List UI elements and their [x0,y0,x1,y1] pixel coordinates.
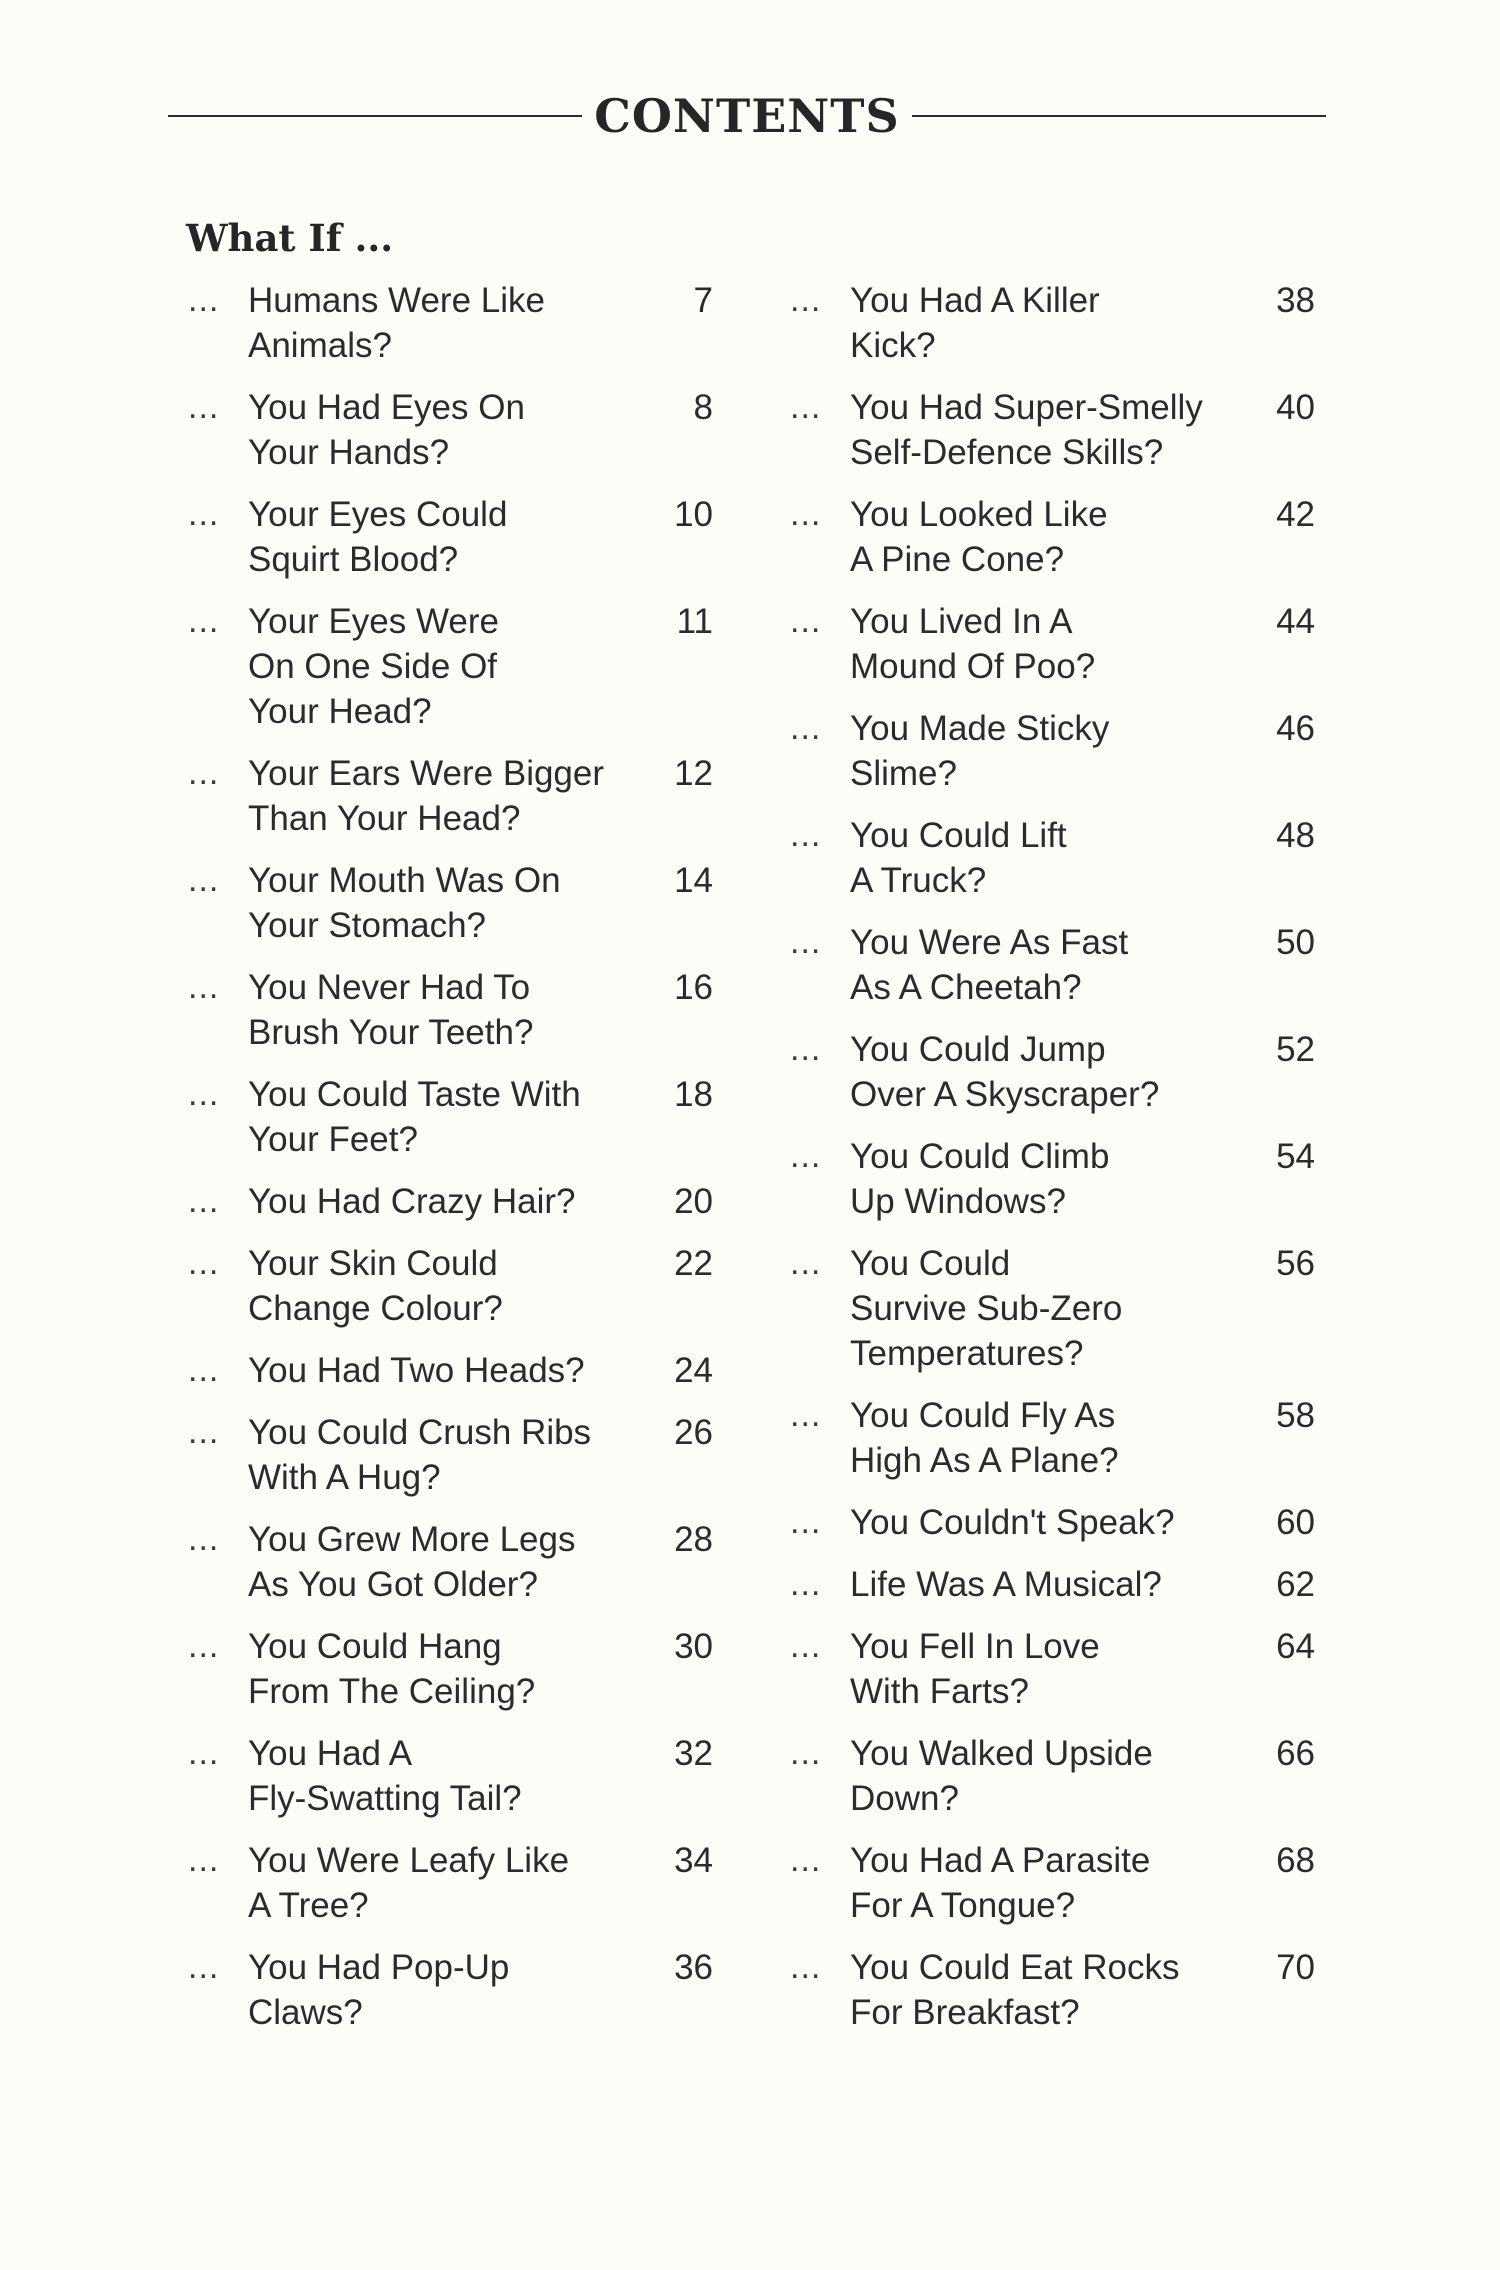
entry-title: You Could Climb Up Windows? [850,1137,1110,1221]
entry-title: Your Skin Could Change Colour? [248,1244,503,1328]
entry-ellipsis: ... [790,388,822,426]
entry-page-number: 14 [674,861,713,900]
entry-page-number: 58 [1276,1396,1315,1435]
entry-ellipsis: ... [790,1396,822,1434]
entry-title: You Had Super-Smelly Self-Defence Skills? [850,388,1203,472]
entry-ellipsis: ... [790,1734,822,1772]
entry-title: Your Eyes Could Squirt Blood? [248,495,508,579]
contents-entry[interactable] [188,599,748,734]
entry-title: You Made Sticky Slime? [850,709,1110,793]
contents-entry[interactable] [188,965,748,1055]
entry-ellipsis: ... [790,1948,822,1986]
entry-ellipsis: ... [188,968,220,1006]
entry-page-number: 8 [693,388,713,427]
entry-page-number: 10 [674,495,713,534]
entry-ellipsis: ... [790,709,822,747]
entry-title: You Had Eyes On Your Hands? [248,388,525,472]
entry-page-number: 18 [674,1075,713,1114]
entry-ellipsis: ... [790,816,822,854]
entry-page-number: 44 [1276,602,1315,641]
entry-page-number: 40 [1276,388,1315,427]
entry-title: You Had Two Heads? [248,1351,585,1390]
entry-page-number: 68 [1276,1841,1315,1880]
entry-ellipsis: ... [790,1503,822,1541]
contents-entry[interactable] [790,1241,1350,1376]
contents-entry[interactable] [790,1134,1350,1224]
entry-title: Your Eyes Were On One Side Of Your Head? [248,602,499,731]
contents-entry[interactable] [790,706,1350,796]
entry-page-number: 11 [676,602,713,641]
entry-ellipsis: ... [790,1244,822,1282]
contents-entry[interactable] [188,1517,748,1607]
entry-ellipsis: ... [188,1520,220,1558]
entry-ellipsis: ... [188,1734,220,1772]
contents-entry[interactable] [790,920,1350,1010]
contents-header [168,84,1326,148]
entry-ellipsis: ... [188,1948,220,1986]
entry-ellipsis: ... [188,388,220,426]
entry-page-number: 56 [1276,1244,1315,1283]
contents-entry[interactable] [790,278,1350,368]
entry-ellipsis: ... [188,1351,220,1389]
contents-entry[interactable] [790,1945,1350,2035]
entry-title: You Had Pop-Up Claws? [248,1948,510,2032]
entry-ellipsis: ... [188,495,220,533]
entry-ellipsis: ... [188,602,220,640]
contents-entry[interactable] [188,1945,748,2035]
entry-page-number: 34 [674,1841,713,1880]
entry-page-number: 7 [693,281,713,320]
contents-entry[interactable] [188,751,748,841]
contents-entry[interactable] [188,1179,748,1224]
entry-title: You Could Survive Sub-Zero Temperatures? [850,1244,1123,1373]
contents-entry[interactable] [790,385,1350,475]
entry-page-number: 46 [1276,709,1315,748]
entry-page-number: 52 [1276,1030,1315,1069]
entry-title: You Were As Fast As A Cheetah? [850,923,1129,1007]
entry-page-number: 32 [674,1734,713,1773]
entry-ellipsis: ... [790,495,822,533]
contents-column-left [188,278,748,2052]
contents-entry[interactable] [188,385,748,475]
entry-title: You Could Lift A Truck? [850,816,1067,900]
contents-entry[interactable] [188,1731,748,1821]
section-heading: What If ... [186,216,394,260]
entry-title: Your Mouth Was On Your Stomach? [248,861,561,945]
entry-title: You Were Leafy Like A Tree? [248,1841,570,1925]
entry-page-number: 20 [674,1182,713,1221]
entry-page-number: 66 [1276,1734,1315,1773]
entry-page-number: 30 [674,1627,713,1666]
entry-title: You Had A Killer Kick? [850,281,1100,365]
entry-title: You Could Hang From The Ceiling? [248,1627,536,1711]
entry-ellipsis: ... [790,1565,822,1603]
entry-page-number: 42 [1276,495,1315,534]
entry-page-number: 26 [674,1413,713,1452]
page-title: CONTENTS [594,89,900,143]
entry-title: You Had Crazy Hair? [248,1182,576,1221]
contents-entry[interactable] [790,1500,1350,1545]
contents-entry[interactable] [188,492,748,582]
entry-ellipsis: ... [188,1182,220,1220]
contents-entry[interactable] [790,813,1350,903]
entry-title: You Lived In A Mound Of Poo? [850,602,1096,686]
entry-ellipsis: ... [790,281,822,319]
entry-ellipsis: ... [790,1137,822,1175]
entry-title: You Looked Like A Pine Cone? [850,495,1108,579]
entry-title: You Fell In Love With Farts? [850,1627,1100,1711]
contents-entry[interactable] [790,1027,1350,1117]
contents-entry[interactable] [188,1410,748,1500]
entry-page-number: 54 [1276,1137,1315,1176]
contents-entry[interactable] [790,1624,1350,1714]
entry-page-number: 24 [674,1351,713,1390]
contents-entry[interactable] [188,278,748,368]
entry-ellipsis: ... [188,1244,220,1282]
entry-title: You Could Eat Rocks For Breakfast? [850,1948,1180,2032]
entry-ellipsis: ... [790,923,822,961]
header-rule-left [168,115,582,117]
contents-entry[interactable] [790,1562,1350,1607]
entry-ellipsis: ... [790,1030,822,1068]
contents-entry[interactable] [790,1838,1350,1928]
entry-ellipsis: ... [790,1841,822,1879]
entry-title: You Walked Upside Down? [850,1734,1153,1818]
entry-page-number: 50 [1276,923,1315,962]
contents-entry[interactable] [790,599,1350,689]
entry-ellipsis: ... [790,1627,822,1665]
contents-entry[interactable] [188,1838,748,1928]
contents-entry[interactable] [790,1393,1350,1483]
entry-page-number: 22 [674,1244,713,1283]
contents-entry[interactable] [188,1624,748,1714]
entry-page-number: 62 [1276,1565,1315,1604]
entry-title: You Could Jump Over A Skyscraper? [850,1030,1160,1114]
entry-title: You Could Fly As High As A Plane? [850,1396,1119,1480]
entry-ellipsis: ... [188,1075,220,1113]
entry-page-number: 16 [674,968,713,1007]
entry-title: You Never Had To Brush Your Teeth? [248,968,534,1052]
contents-entry[interactable] [188,1072,748,1162]
entry-ellipsis: ... [790,602,822,640]
entry-page-number: 38 [1276,281,1315,320]
entry-page-number: 64 [1276,1627,1315,1666]
entry-title: Humans Were Like Animals? [248,281,545,365]
entry-page-number: 70 [1276,1948,1315,1987]
entry-ellipsis: ... [188,1627,220,1665]
entry-ellipsis: ... [188,281,220,319]
contents-entry[interactable] [790,1731,1350,1821]
entry-title: You Could Crush Ribs With A Hug? [248,1413,592,1497]
entry-ellipsis: ... [188,1413,220,1451]
contents-entry[interactable] [188,1348,748,1393]
entry-title: Your Ears Were Bigger Than Your Head? [248,754,605,838]
contents-column-right [790,278,1350,2052]
entry-title: You Couldn't Speak? [850,1503,1175,1542]
entry-page-number: 12 [674,754,713,793]
contents-entry[interactable] [790,492,1350,582]
entry-title: Life Was A Musical? [850,1565,1162,1604]
entry-title: You Had A Parasite For A Tongue? [850,1841,1151,1925]
entry-title: You Grew More Legs As You Got Older? [248,1520,576,1604]
entry-page-number: 60 [1276,1503,1315,1542]
entry-title: You Had A Fly-Swatting Tail? [248,1734,522,1818]
header-rule-right [912,115,1326,117]
entry-ellipsis: ... [188,1841,220,1879]
entry-ellipsis: ... [188,754,220,792]
entry-page-number: 48 [1276,816,1315,855]
entry-ellipsis: ... [188,861,220,899]
entry-page-number: 36 [674,1948,713,1987]
entry-title: You Could Taste With Your Feet? [248,1075,581,1159]
entry-page-number: 28 [674,1520,713,1559]
contents-entry[interactable] [188,1241,748,1331]
contents-entry[interactable] [188,858,748,948]
